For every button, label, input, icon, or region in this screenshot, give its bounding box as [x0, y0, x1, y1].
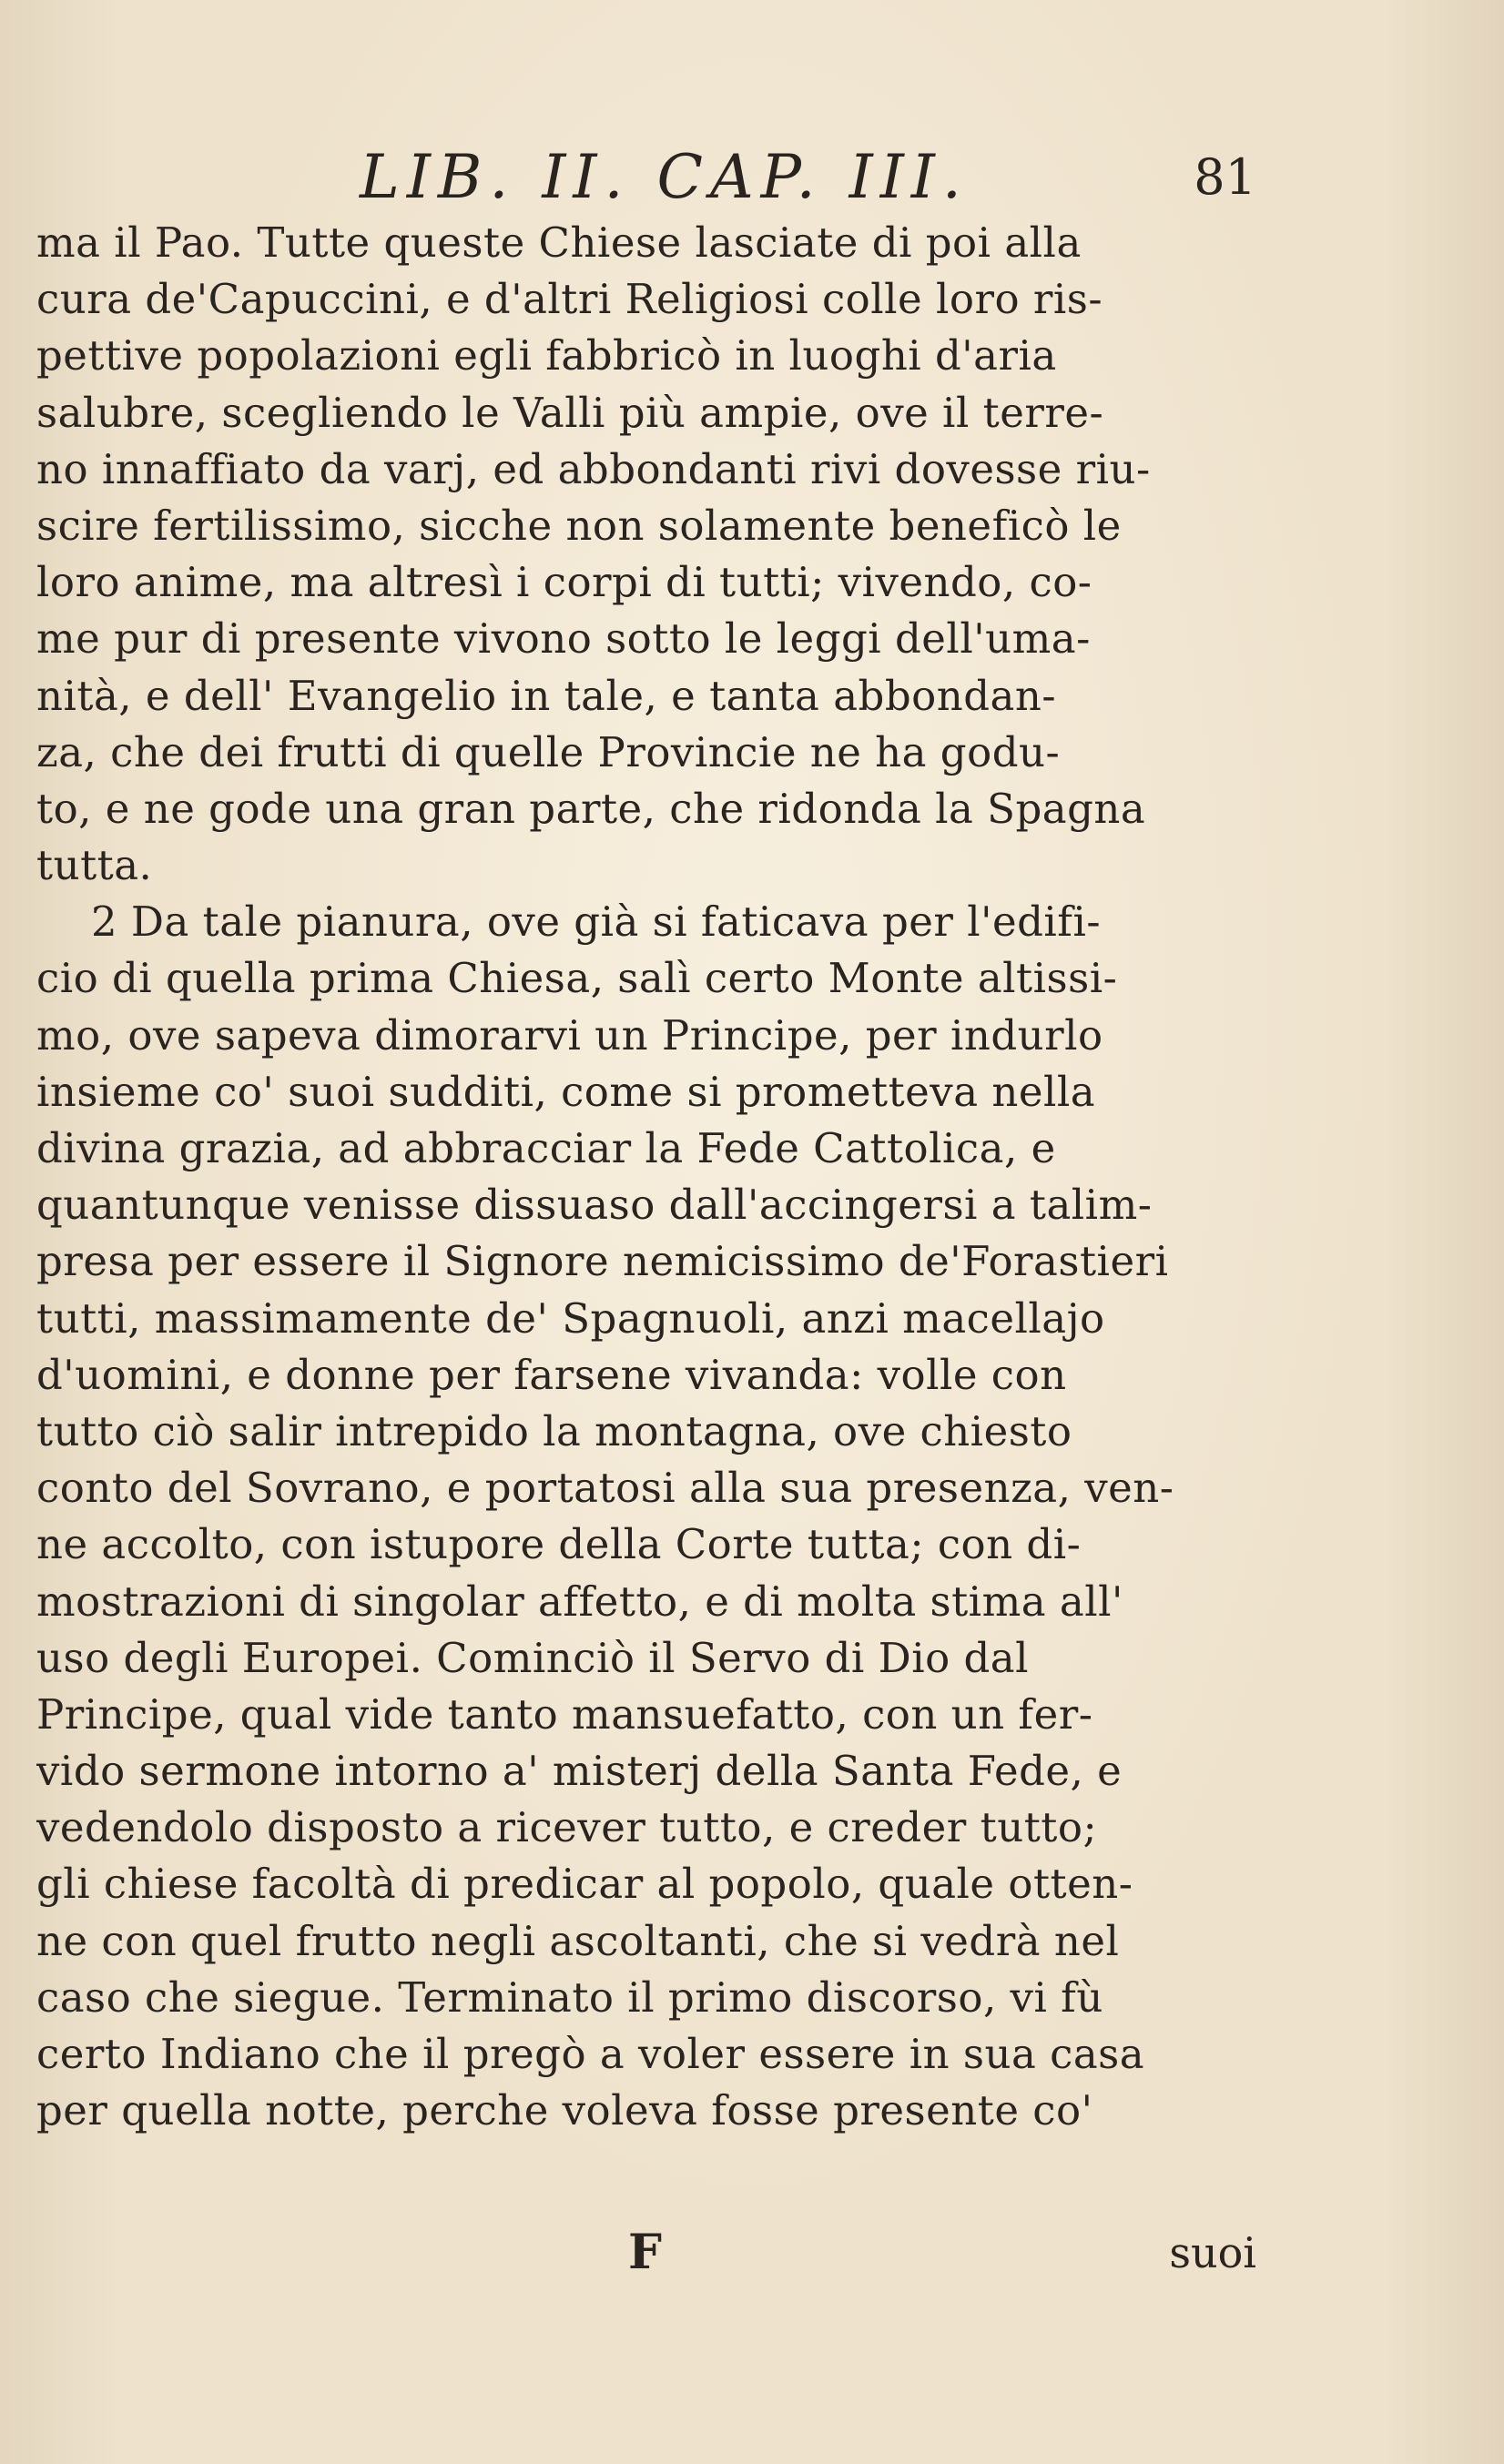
text-line: mostrazioni di singolar affetto, e di molta stima all'	[36, 1577, 1123, 1626]
text-line: nità, e dell' Evangelio in tale, e tanta abbondan-	[36, 671, 1057, 720]
text-line: loro anime, ma altresì i corpi di tutti; vivendo, co-	[36, 558, 1092, 607]
text-line: tutti, massimamente de' Spagnuoli, anzi macellajo	[36, 1293, 1105, 1343]
text-line: pettive popolazioni egli fabbricò in luoghi d'aria	[36, 331, 1057, 380]
text-line: divina grazia, ad abbracciar la Fede Cattolica, e	[36, 1124, 1056, 1172]
text-line: salubre, scegliendo le Valli più ampie, ove il terre-	[36, 388, 1104, 437]
text-line: ne con quel frutto negli ascoltanti, che si vedrà nel	[36, 1916, 1120, 1965]
page-header	[360, 142, 1256, 212]
text-line: certo Indiano che il pregò a voler essere in sua casa	[36, 2030, 1145, 2078]
text-line: mo, ove sapeva dimorarvi un Principe, per indurlo	[36, 1010, 1103, 1060]
text-line: quantunque venisse dissuaso dall'accingersi a talim-	[36, 1181, 1153, 1230]
text-line: insieme co' suoi sudditi, come si prometteva nella	[36, 1067, 1096, 1116]
text-line: vedendolo disposto a ricever tutto, e creder tutto;	[36, 1803, 1098, 1852]
text-line: cio di quella prima Chiesa, salì certo Monte altissi-	[36, 954, 1118, 1003]
text-line: me pur di presente vivono sotto le leggi dell'uma-	[36, 614, 1091, 664]
body-text	[36, 215, 1284, 2139]
signature-mark: F	[628, 2225, 662, 2280]
text-line: tutta.	[36, 841, 153, 890]
catchword: suoi	[1169, 2228, 1256, 2277]
text-line: cura de'Capuccini, e d'altri Religiosi colle loro ris-	[36, 275, 1103, 324]
text-line: ma il Pao. Tutte queste Chiese lasciate di poi alla	[36, 218, 1082, 267]
text-line: uso degli Europei. Cominciò il Servo di Dio dal	[36, 1633, 1030, 1682]
text-line: d'uomini, e donne per farsene vivanda: volle con	[36, 1350, 1067, 1399]
text-line: vido sermone intorno a' misterj della Santa Fede, e	[36, 1747, 1123, 1796]
page-number: 81	[1194, 148, 1256, 206]
text-line: scire fertilissimo, sicche non solamente beneficò le	[36, 501, 1122, 550]
paragraph-start-line: 2 Da tale pianura, ove già si faticava per l'edifi-	[91, 897, 1102, 947]
text-line: conto del Sovrano, e portatosi alla sua presenza, ven-	[36, 1464, 1174, 1513]
text-line: za, che dei frutti di quelle Provincie ne ha godu-	[36, 727, 1061, 776]
text-line: tutto ciò salir intrepido la montagna, ove chiesto	[36, 1406, 1072, 1455]
text-line: presa per essere il Signore nemicissimo de'Forastieri	[36, 1237, 1169, 1286]
page-footer	[36, 2221, 1284, 2285]
text-line: ne accolto, con istupore della Corte tutta; con di-	[36, 1520, 1082, 1569]
text-line: per quella notte, perche voleva fosse presente co'	[36, 2086, 1093, 2135]
text-line: caso che siegue. Terminato il primo discorso, vi fù	[36, 1972, 1103, 2022]
text-line: no innaffiato da varj, ed abbondanti rivi dovesse riu-	[36, 444, 1151, 493]
text-line: Principe, qual vide tanto mansuefatto, con un fer-	[36, 1689, 1093, 1739]
text-line: gli chiese facoltà di predicar al popolo, quale otten-	[36, 1860, 1133, 1909]
text-line: to, e ne gode una gran parte, che ridonda la Spagna	[36, 784, 1146, 833]
running-head: LIB. II. CAP. III.	[360, 142, 969, 212]
